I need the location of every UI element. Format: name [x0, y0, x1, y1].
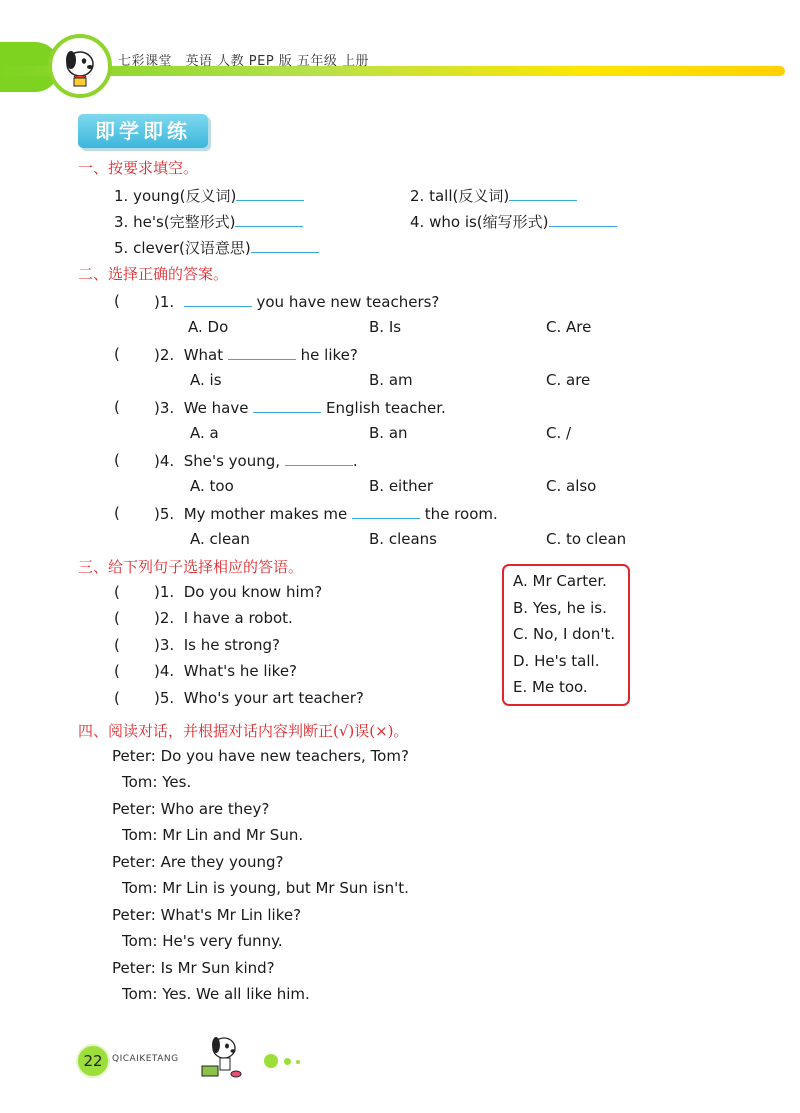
answer-choice-b: B. Yes, he is. [513, 599, 607, 617]
dialogue-line: Tom: Yes. [122, 773, 192, 791]
s2-q3-option-c: C. / [546, 424, 572, 442]
answer-paren[interactable]: ( [114, 636, 120, 654]
dialogue-line: Peter: Is Mr Sun kind? [112, 959, 275, 977]
mascot-logo [48, 34, 112, 98]
answer-blank[interactable] [509, 186, 577, 201]
s1-item-5: 5. clever(汉语意思) [114, 237, 319, 258]
s2-q4-option-c: C. also [546, 477, 597, 495]
dog-mascot-icon [52, 38, 108, 94]
dialogue-line: Tom: Yes. We all like him. [122, 985, 310, 1003]
s3-question-5: )5. Who's your art teacher? [154, 689, 364, 707]
s2-question-4: )4. She's young, . [154, 452, 358, 470]
answer-paren[interactable]: ( [114, 689, 120, 707]
s3-question-3: )3. Is he strong? [154, 636, 280, 654]
s2-q2-option-c: C. are [546, 371, 591, 389]
section1-title: 一、按要求填空。 [78, 159, 199, 177]
dialogue-line: Tom: Mr Lin and Mr Sun. [122, 826, 304, 844]
s2-q2-option-a: A. is [190, 371, 222, 389]
s2-q4-option-a: A. too [190, 477, 234, 495]
answer-paren[interactable]: ( [114, 504, 120, 522]
s2-q5-option-c: C. to clean [546, 530, 627, 548]
section3-title: 三、给下列句子选择相应的答语。 [78, 558, 304, 576]
s1-item-3: 3. he's(完整形式) [114, 211, 303, 232]
dialogue-line: Tom: Mr Lin is young, but Mr Sun isn't. [122, 879, 409, 897]
s2-q3-option-b: B. an [369, 424, 408, 442]
answer-paren[interactable]: ( [114, 583, 120, 601]
s2-question-2: )2. What he like? [154, 346, 358, 364]
answer-blank[interactable] [184, 292, 252, 307]
dog-mascot-icon [196, 1032, 246, 1080]
s2-q4-option-b: B. either [369, 477, 434, 495]
section2-title: 二、选择正确的答案。 [78, 265, 229, 283]
s2-q1-option-b: B. Is [369, 318, 402, 336]
s2-q2-option-b: B. am [369, 371, 413, 389]
answer-paren[interactable]: ( [114, 451, 120, 469]
answer-choice-e: E. Me too. [513, 678, 588, 696]
s3-question-4: )4. What's he like? [154, 662, 298, 680]
section4-title: 四、阅读对话，并根据对话内容判断正(√)误(×)。 [78, 722, 409, 740]
s2-q3-option-a: A. a [190, 424, 219, 442]
s2-question-3: )3. We have English teacher. [154, 399, 446, 417]
answer-blank[interactable] [235, 212, 303, 227]
s2-question-1: )1. you have new teachers? [154, 293, 440, 311]
s2-q5-option-b: B. cleans [369, 530, 437, 548]
answer-paren[interactable]: ( [114, 662, 120, 680]
answer-blank[interactable] [253, 398, 321, 413]
s2-q5-option-a: A. clean [190, 530, 250, 548]
footer-brand: QICAIKETANG [112, 1054, 179, 1064]
answer-choice-a: A. Mr Carter. [513, 572, 607, 590]
s3-question-2: )2. I have a robot. [154, 609, 293, 627]
answer-blank[interactable] [285, 451, 353, 466]
answer-paren[interactable]: ( [114, 398, 120, 416]
footer-mascot [196, 1032, 246, 1084]
banner-title: 即学即练 [95, 119, 191, 143]
answer-paren[interactable]: ( [114, 345, 120, 363]
answer-choices-box [502, 564, 630, 706]
dialogue-line: Peter: What's Mr Lin like? [112, 906, 302, 924]
dialogue-line: Peter: Do you have new teachers, Tom? [112, 747, 409, 765]
s2-question-5: )5. My mother makes me the room. [154, 505, 498, 523]
answer-blank[interactable] [228, 345, 296, 360]
book-title: 七彩课堂 英语 人教 PEP 版 五年级 上册 [118, 54, 370, 69]
answer-blank[interactable] [236, 186, 304, 201]
s1-item-2: 2. tall(反义词) [410, 185, 577, 206]
s1-item-4: 4. who is(缩写形式) [410, 211, 617, 232]
footer-dot [296, 1060, 300, 1064]
answer-paren[interactable]: ( [114, 292, 120, 310]
answer-paren[interactable]: ( [114, 609, 120, 627]
answer-blank[interactable] [251, 238, 319, 253]
dialogue-line: Peter: Are they young? [112, 853, 284, 871]
s2-q1-option-a: A. Do [188, 318, 229, 336]
dialogue-line: Peter: Who are they? [112, 800, 270, 818]
answer-choice-d: D. He's tall. [513, 652, 600, 670]
answer-blank[interactable] [352, 504, 420, 519]
answer-blank[interactable] [549, 212, 617, 227]
s2-q1-option-c: C. Are [546, 318, 592, 336]
footer-dot [284, 1058, 291, 1065]
section-banner [78, 114, 208, 148]
dialogue-line: Tom: He's very funny. [122, 932, 283, 950]
page-number: 22 [83, 1052, 103, 1070]
footer-dot [264, 1054, 278, 1068]
s1-item-1: 1. young(反义词) [114, 185, 304, 206]
s3-question-1: )1. Do you know him? [154, 583, 323, 601]
answer-choice-c: C. No, I don't. [513, 625, 616, 643]
